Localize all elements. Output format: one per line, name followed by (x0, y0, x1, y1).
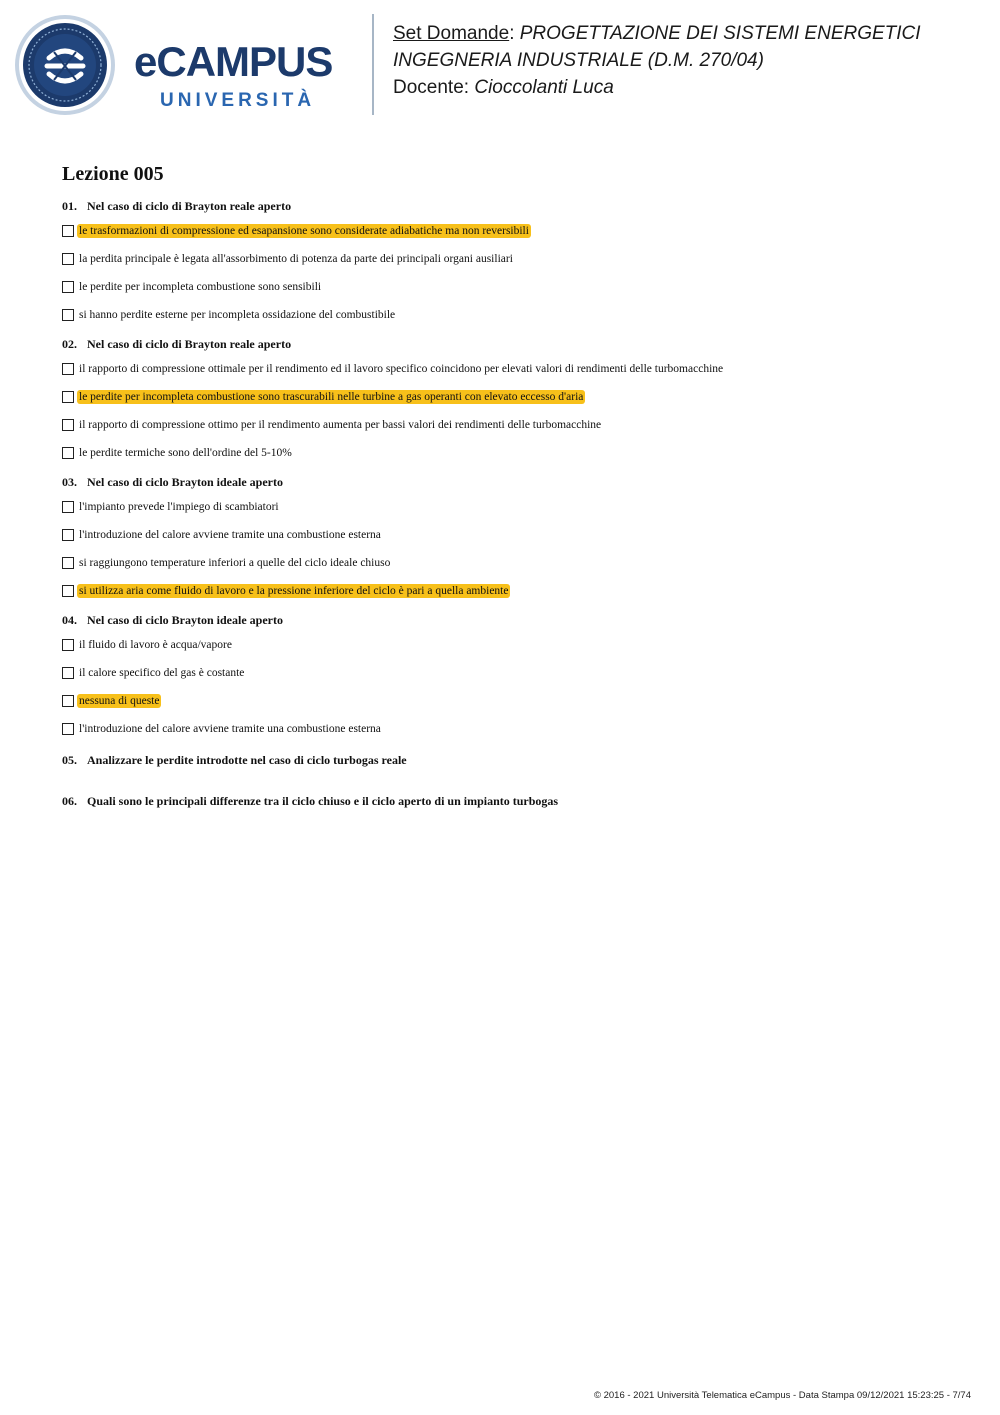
question-01 (62, 199, 962, 323)
question-number: 04. (62, 613, 77, 627)
ecampus-seal-logo (14, 14, 116, 116)
answer-option[interactable] (62, 417, 962, 433)
question-04 (62, 613, 962, 737)
question-title (62, 337, 962, 351)
question-number: 06. (62, 794, 77, 808)
answer-text: l'impianto prevede l'impiego di scambiatori (79, 501, 279, 513)
ecampus-wordmark-logo (132, 40, 362, 112)
answer-option[interactable] (62, 693, 962, 709)
page-header (0, 0, 1000, 130)
answer-option[interactable] (62, 445, 962, 461)
answer-text: le perdite per incompleta combustione sono sensibili (79, 281, 322, 293)
question-title (62, 475, 962, 489)
answer-option[interactable] (62, 223, 962, 239)
brand-wordmark-text: eCAMPUS (134, 40, 333, 85)
page-footer: © 2016 - 2021 Università Telematica eCampus - Data Stampa 09/12/2021 15:23:25 - 7/74 (593, 1390, 971, 1401)
question-02 (62, 337, 962, 461)
answer-text: nessuna di queste (79, 695, 160, 707)
question-text: Nel caso di ciclo di Brayton reale aperto (87, 337, 292, 351)
header-divider (372, 14, 374, 115)
course-line-1: Set Domande: PROGETTAZIONE DEI SISTEMI ENERGETICI (393, 23, 921, 44)
open-question-05 (62, 753, 962, 767)
course-name: PROGETTAZIONE DEI SISTEMI ENERGETICI (519, 23, 921, 44)
answer-checkbox[interactable] (62, 695, 74, 707)
answer-text: si raggiungono temperature inferiori a quelle del ciclo ideale chiuso (79, 557, 391, 569)
question-title (62, 199, 962, 213)
answer-text: si hanno perdite esterne per incompleta ossidazione del combustibile (79, 309, 396, 321)
answer-option[interactable] (62, 527, 962, 543)
question-text: Nel caso di ciclo di Brayton reale aperto (87, 199, 292, 213)
question-text: Nel caso di ciclo Brayton ideale aperto (87, 475, 283, 489)
answer-text: le perdite per incompleta combustione sono trascurabili nelle turbine a gas operanti con elevato eccesso d'aria (79, 391, 584, 403)
question-text: Analizzare le perdite introdotte nel caso di ciclo turbogas reale (87, 753, 407, 767)
answer-option[interactable] (62, 499, 962, 515)
teacher-label: Docente (393, 77, 464, 98)
questions-content (62, 162, 962, 835)
answer-option[interactable] (62, 583, 962, 599)
answer-checkbox[interactable] (62, 419, 74, 431)
question-number: 01. (62, 199, 77, 213)
brand-subtitle-text: UNIVERSITÀ (160, 90, 316, 111)
course-info (393, 20, 921, 101)
answer-option[interactable] (62, 389, 962, 405)
answer-option[interactable] (62, 307, 962, 323)
answer-text: la perdita principale è legata all'assorbimento di potenza da parte dei principali organi ausiliari (79, 253, 513, 265)
answer-option[interactable] (62, 637, 962, 653)
answer-checkbox[interactable] (62, 501, 74, 513)
answer-option[interactable] (62, 361, 962, 377)
answer-checkbox[interactable] (62, 723, 74, 735)
answer-checkbox[interactable] (62, 529, 74, 541)
question-number: 02. (62, 337, 77, 351)
answer-text: il fluido di lavoro è acqua/vapore (79, 639, 232, 651)
answer-checkbox[interactable] (62, 281, 74, 293)
answer-text: il rapporto di compressione ottimale per il rendimento ed il lavoro specifico coincidono per elevati valori di rendimenti delle turbomacchine (79, 363, 724, 375)
teacher-line: Docente: Cioccolanti Luca (393, 77, 614, 98)
answer-checkbox[interactable] (62, 585, 74, 597)
answer-option[interactable] (62, 279, 962, 295)
answer-option[interactable] (62, 721, 962, 737)
answer-text: le perdite termiche sono dell'ordine del 5-10% (79, 447, 292, 459)
answer-text: l'introduzione del calore avviene tramite una combustione esterna (79, 529, 381, 541)
answer-text: il calore specifico del gas è costante (79, 667, 245, 679)
question-title (62, 613, 962, 627)
set-label: Set Domande (393, 23, 510, 44)
answer-option[interactable] (62, 251, 962, 267)
lesson-title: Lezione 005 (62, 163, 164, 185)
question-03 (62, 475, 962, 599)
answer-text: le trasformazioni di compressione ed esapansione sono considerate adiabatiche ma non reversibili (79, 225, 529, 237)
answer-text: l'introduzione del calore avviene tramite una combustione esterna (79, 723, 381, 735)
answer-checkbox[interactable] (62, 391, 74, 403)
answer-text: si utilizza aria come fluido di lavoro e la pressione inferiore del ciclo è pari a quella ambiente (79, 585, 509, 597)
question-number: 05. (62, 753, 77, 767)
answer-checkbox[interactable] (62, 447, 74, 459)
answer-option[interactable] (62, 555, 962, 571)
open-question-06 (62, 794, 962, 808)
answer-checkbox[interactable] (62, 309, 74, 321)
answer-checkbox[interactable] (62, 253, 74, 265)
answer-option[interactable] (62, 665, 962, 681)
answer-checkbox[interactable] (62, 667, 74, 679)
degree-name: INGEGNERIA INDUSTRIALE (D.M. 270/04) (393, 50, 764, 71)
teacher-name: Cioccolanti Luca (474, 77, 614, 98)
question-text: Nel caso di ciclo Brayton ideale aperto (87, 613, 283, 627)
question-text: Quali sono le principali differenze tra il ciclo chiuso e il ciclo aperto di un impianto turbogas (87, 794, 559, 808)
question-number: 03. (62, 475, 77, 489)
answer-text: il rapporto di compressione ottimo per il rendimento aumenta per bassi valori dei rendimenti delle turbomacchine (79, 419, 602, 431)
answer-checkbox[interactable] (62, 639, 74, 651)
answer-checkbox[interactable] (62, 225, 74, 237)
answer-checkbox[interactable] (62, 557, 74, 569)
answer-checkbox[interactable] (62, 363, 74, 375)
course-line-2 (393, 47, 921, 74)
